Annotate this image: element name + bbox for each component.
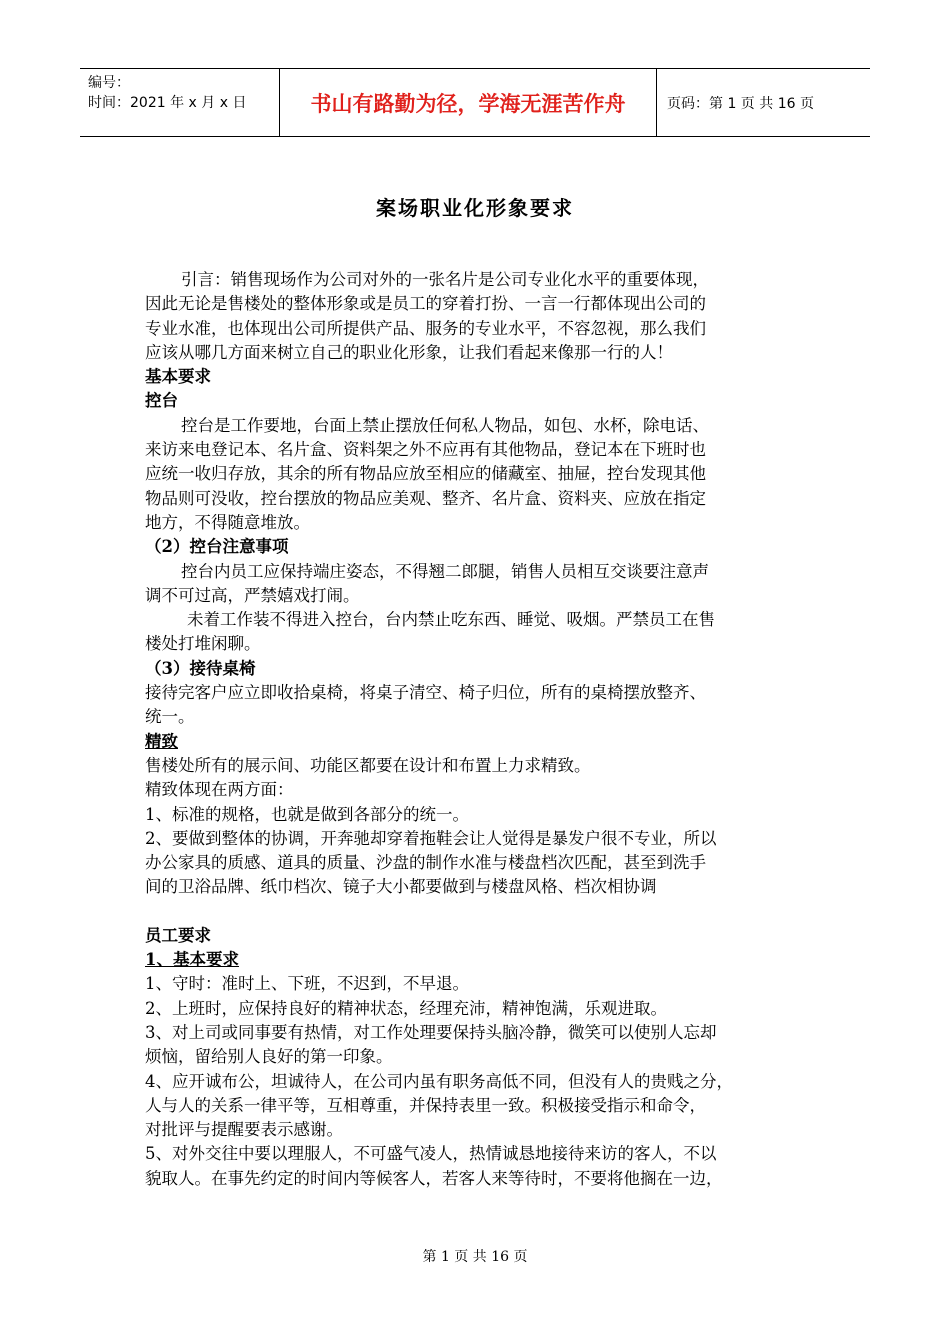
- staff-item-line: 貌取人。在事先约定的时间内等候客人，若客人来等待时，不要将他搁在一边，: [145, 1168, 723, 1188]
- document-body: [145, 268, 810, 1191]
- staff-item-line: 3、对上司或同事要有热情，对工作处理要保持头脑冷静，微笑可以使别人忘却: [145, 1022, 717, 1042]
- subsection-heading-reception: （3）接待桌椅: [145, 658, 256, 678]
- console-line: 物品则可没收，控台摆放的物品应美观、整齐、名片盒、资料夹、应放在指定: [145, 488, 706, 508]
- subsection-heading-console-notes: （2）控台注意事项: [145, 537, 289, 557]
- section-heading-staff: 员工要求: [145, 925, 211, 945]
- staff-item-line: 人与人的关系一律平等，互相尊重，并保持表里一致。积极接受指示和命令，: [145, 1095, 706, 1115]
- staff-item-line: 对批评与提醒要表示感谢。: [145, 1120, 343, 1140]
- staff-item-line: 5、对外交往中要以理服人，不可盛气凌人，热情诚恳地接待来访的客人，不以: [145, 1144, 717, 1164]
- number-label: 编号：: [88, 75, 130, 91]
- page-footer: 第 1 页 共 16 页: [422, 1249, 528, 1265]
- intro-line: 引言：销售现场作为公司对外的一张名片是公司专业化水平的重要体现，: [181, 270, 709, 289]
- subsection-heading-console: 控台: [145, 391, 178, 411]
- console-line: 控台是工作要地，台面上禁止摆放任何私人物品，如包、水杯，除电话、: [181, 415, 709, 435]
- intro-line: 因此无论是售楼处的整体形象或是员工的穿着打扮、一言一行都体现出公司的: [145, 294, 706, 314]
- intro-line: 应该从哪几方面来树立自己的职业化形象，让我们看起来像那一行的人！: [145, 342, 673, 362]
- console-notes-line: 未着工作装不得进入控台，台内禁止吃东西、睡觉、吸烟。严禁员工在售: [187, 610, 715, 630]
- refined-line: 1、标准的规格，也就是做到各部分的统一。: [145, 804, 469, 824]
- console-notes-line: 楼处打堆闲聊。: [145, 634, 261, 654]
- subsection-heading-staff-basic: 1、基本要求: [145, 950, 239, 970]
- console-notes-line: 控台内员工应保持端庄姿态，不得翘二郎腿，销售人员相互交谈要注意声: [181, 561, 709, 581]
- paragraph-gap: [145, 900, 810, 924]
- refined-line: 办公家具的质感、道具的质量、沙盘的制作水准与楼盘档次匹配，甚至到洗手: [145, 853, 706, 873]
- console-line: 应统一收归存放，其余的所有物品应放至相应的储藏室、抽屉，控台发现其他: [145, 464, 706, 484]
- staff-item-line: 2、上班时，应保持良好的精神状态，经理充沛，精神饱满，乐观进取。: [145, 998, 667, 1018]
- header-meta: [80, 69, 280, 136]
- subsection-heading-refined: 精致: [145, 731, 178, 751]
- date-label: 时间：2021 年 x 月 x 日: [88, 95, 247, 111]
- reception-line: 统一。: [145, 707, 195, 727]
- refined-line: 间的卫浴品牌、纸巾档次、镜子大小都要做到与楼盘风格、档次相协调: [145, 877, 657, 897]
- reception-line: 接待完客户应立即收拾桌椅，将桌子清空、椅子归位，所有的桌椅摆放整齐、: [145, 683, 706, 703]
- header-page-info: 页码：第 1 页 共 16 页: [667, 95, 814, 112]
- document-title: 案场职业化形象要求: [376, 196, 574, 220]
- console-line: 来访来电登记本、名片盒、资料架之外不应再有其他物品，登记本在下班时也: [145, 440, 706, 460]
- console-line: 地方，不得随意堆放。: [145, 512, 310, 532]
- refined-line: 精致体现在两方面：: [145, 780, 294, 800]
- intro-line: 专业水准，也体现出公司所提供产品、服务的专业水平，不容忽视，那么我们: [145, 318, 706, 338]
- staff-item-line: 烦恼，留给别人良好的第一印象。: [145, 1047, 393, 1067]
- staff-item-line: 4、应开诚布公，坦诚待人，在公司内虽有职务高低不同，但没有人的贵贱之分，: [145, 1071, 733, 1091]
- refined-line: 售楼处所有的展示间、功能区都要在设计和布置上力求精致。: [145, 755, 591, 775]
- refined-line: 2、要做到整体的协调，开奔驰却穿着拖鞋会让人觉得是暴发户很不专业，所以: [145, 828, 717, 848]
- console-notes-line: 调不可过高，严禁嬉戏打闹。: [145, 585, 360, 605]
- staff-item-line: 1、守时：准时上、下班，不迟到，不早退。: [145, 974, 469, 994]
- page-header: [80, 68, 870, 137]
- header-motto: 书山有路勤为径，学海无涯苦作舟: [280, 69, 657, 136]
- section-heading-basic: 基本要求: [145, 367, 211, 387]
